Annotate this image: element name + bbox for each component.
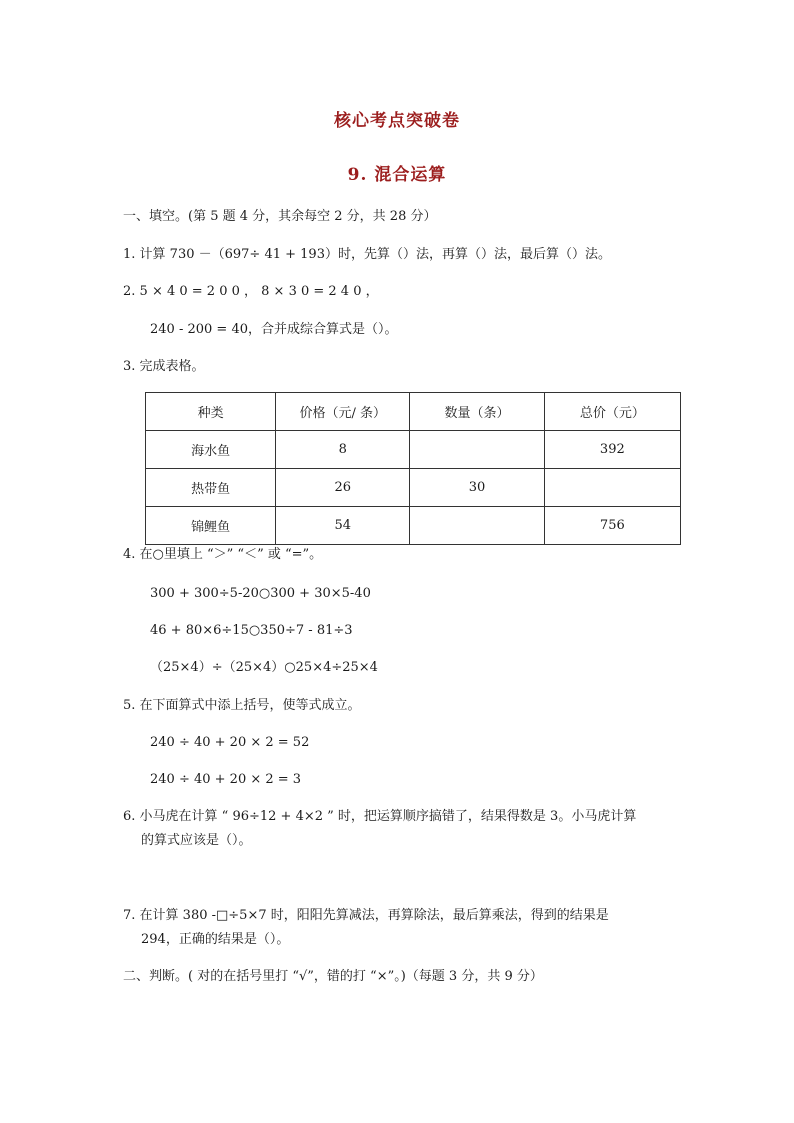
table-header-cell: 种类 (146, 393, 276, 431)
question-4-item-2: 46 + 80×6÷15○350÷7 - 81÷3 (150, 623, 353, 638)
table-header-row (146, 393, 681, 431)
table-cell: 30 (410, 469, 544, 507)
document-subtitle: 9. 混合运算 (347, 165, 447, 185)
table-cell (410, 507, 544, 545)
question-2-line-2: 240 - 200 = 40，合并成综合算式是（）。 (150, 322, 398, 337)
table-row (146, 469, 681, 507)
question-7-line-2: 294，正确的结果是（）。 (141, 932, 290, 947)
table-cell: 26 (276, 469, 410, 507)
table-cell: 756 (544, 507, 680, 545)
table-row (146, 507, 681, 545)
question-5-item-2: 240 ÷ 40 + 20 × 2 = 3 (150, 772, 302, 787)
table-cell (544, 469, 680, 507)
table-cell: 热带鱼 (146, 469, 276, 507)
table-header-cell: 数量（条） (410, 393, 544, 431)
table-cell: 392 (544, 431, 680, 469)
document-title: 核心考点突破卷 (334, 111, 460, 131)
question-5-item-1: 240 ÷ 40 + 20 × 2 = 52 (150, 735, 310, 750)
section-2-heading: 二、判断。( 对的在括号里打 “√”，错的打 “×”。)（每题 3 分，共 9 分） (123, 969, 543, 984)
table-cell: 54 (276, 507, 410, 545)
table-cell: 锦鲤鱼 (146, 507, 276, 545)
table-row (146, 431, 681, 469)
question-2-line-1: 2. 5 × 4 0 = 2 0 0 ， 8 × 3 0 = 2 4 0 ， (123, 284, 379, 299)
table-cell (410, 431, 544, 469)
question-3-label: 3. 完成表格。 (123, 359, 205, 374)
question-4-item-1: 300 + 300÷5-20○300 + 30×5-40 (150, 586, 371, 601)
table-cell: 海水鱼 (146, 431, 276, 469)
question-4-label: 4. 在○里填上 “＞” “＜” 或 “=”。 (123, 547, 323, 562)
question-4-item-3: （25×4）÷（25×4）○25×4÷25×4 (150, 660, 378, 675)
table-header-cell: 价格（元/ 条） (276, 393, 410, 431)
question-1: 1. 计算 730 －（697÷ 41 + 193）时，先算（）法，再算（）法，最后算（）法。 (123, 247, 611, 262)
table-cell: 8 (276, 431, 410, 469)
question-7-line-1: 7. 在计算 380 -□÷5×7 时，阳阳先算减法，再算除法，最后算乘法，得到的结果是 (123, 908, 609, 923)
question-6-line-1: 6. 小马虎在计算 “ 96÷12 + 4×2 ” 时，把运算顺序搞错了，结果得数是 3。小马虎计算 (123, 809, 637, 824)
question-6-line-2: 的算式应该是（）。 (141, 833, 252, 848)
question-5-label: 5. 在下面算式中添上括号，使等式成立。 (123, 698, 361, 713)
section-1-heading: 一、填空。(第 5 题 4 分，其余每空 2 分，共 28 分） (123, 209, 437, 224)
fish-price-table (145, 392, 681, 545)
table-header-cell: 总价（元） (544, 393, 680, 431)
